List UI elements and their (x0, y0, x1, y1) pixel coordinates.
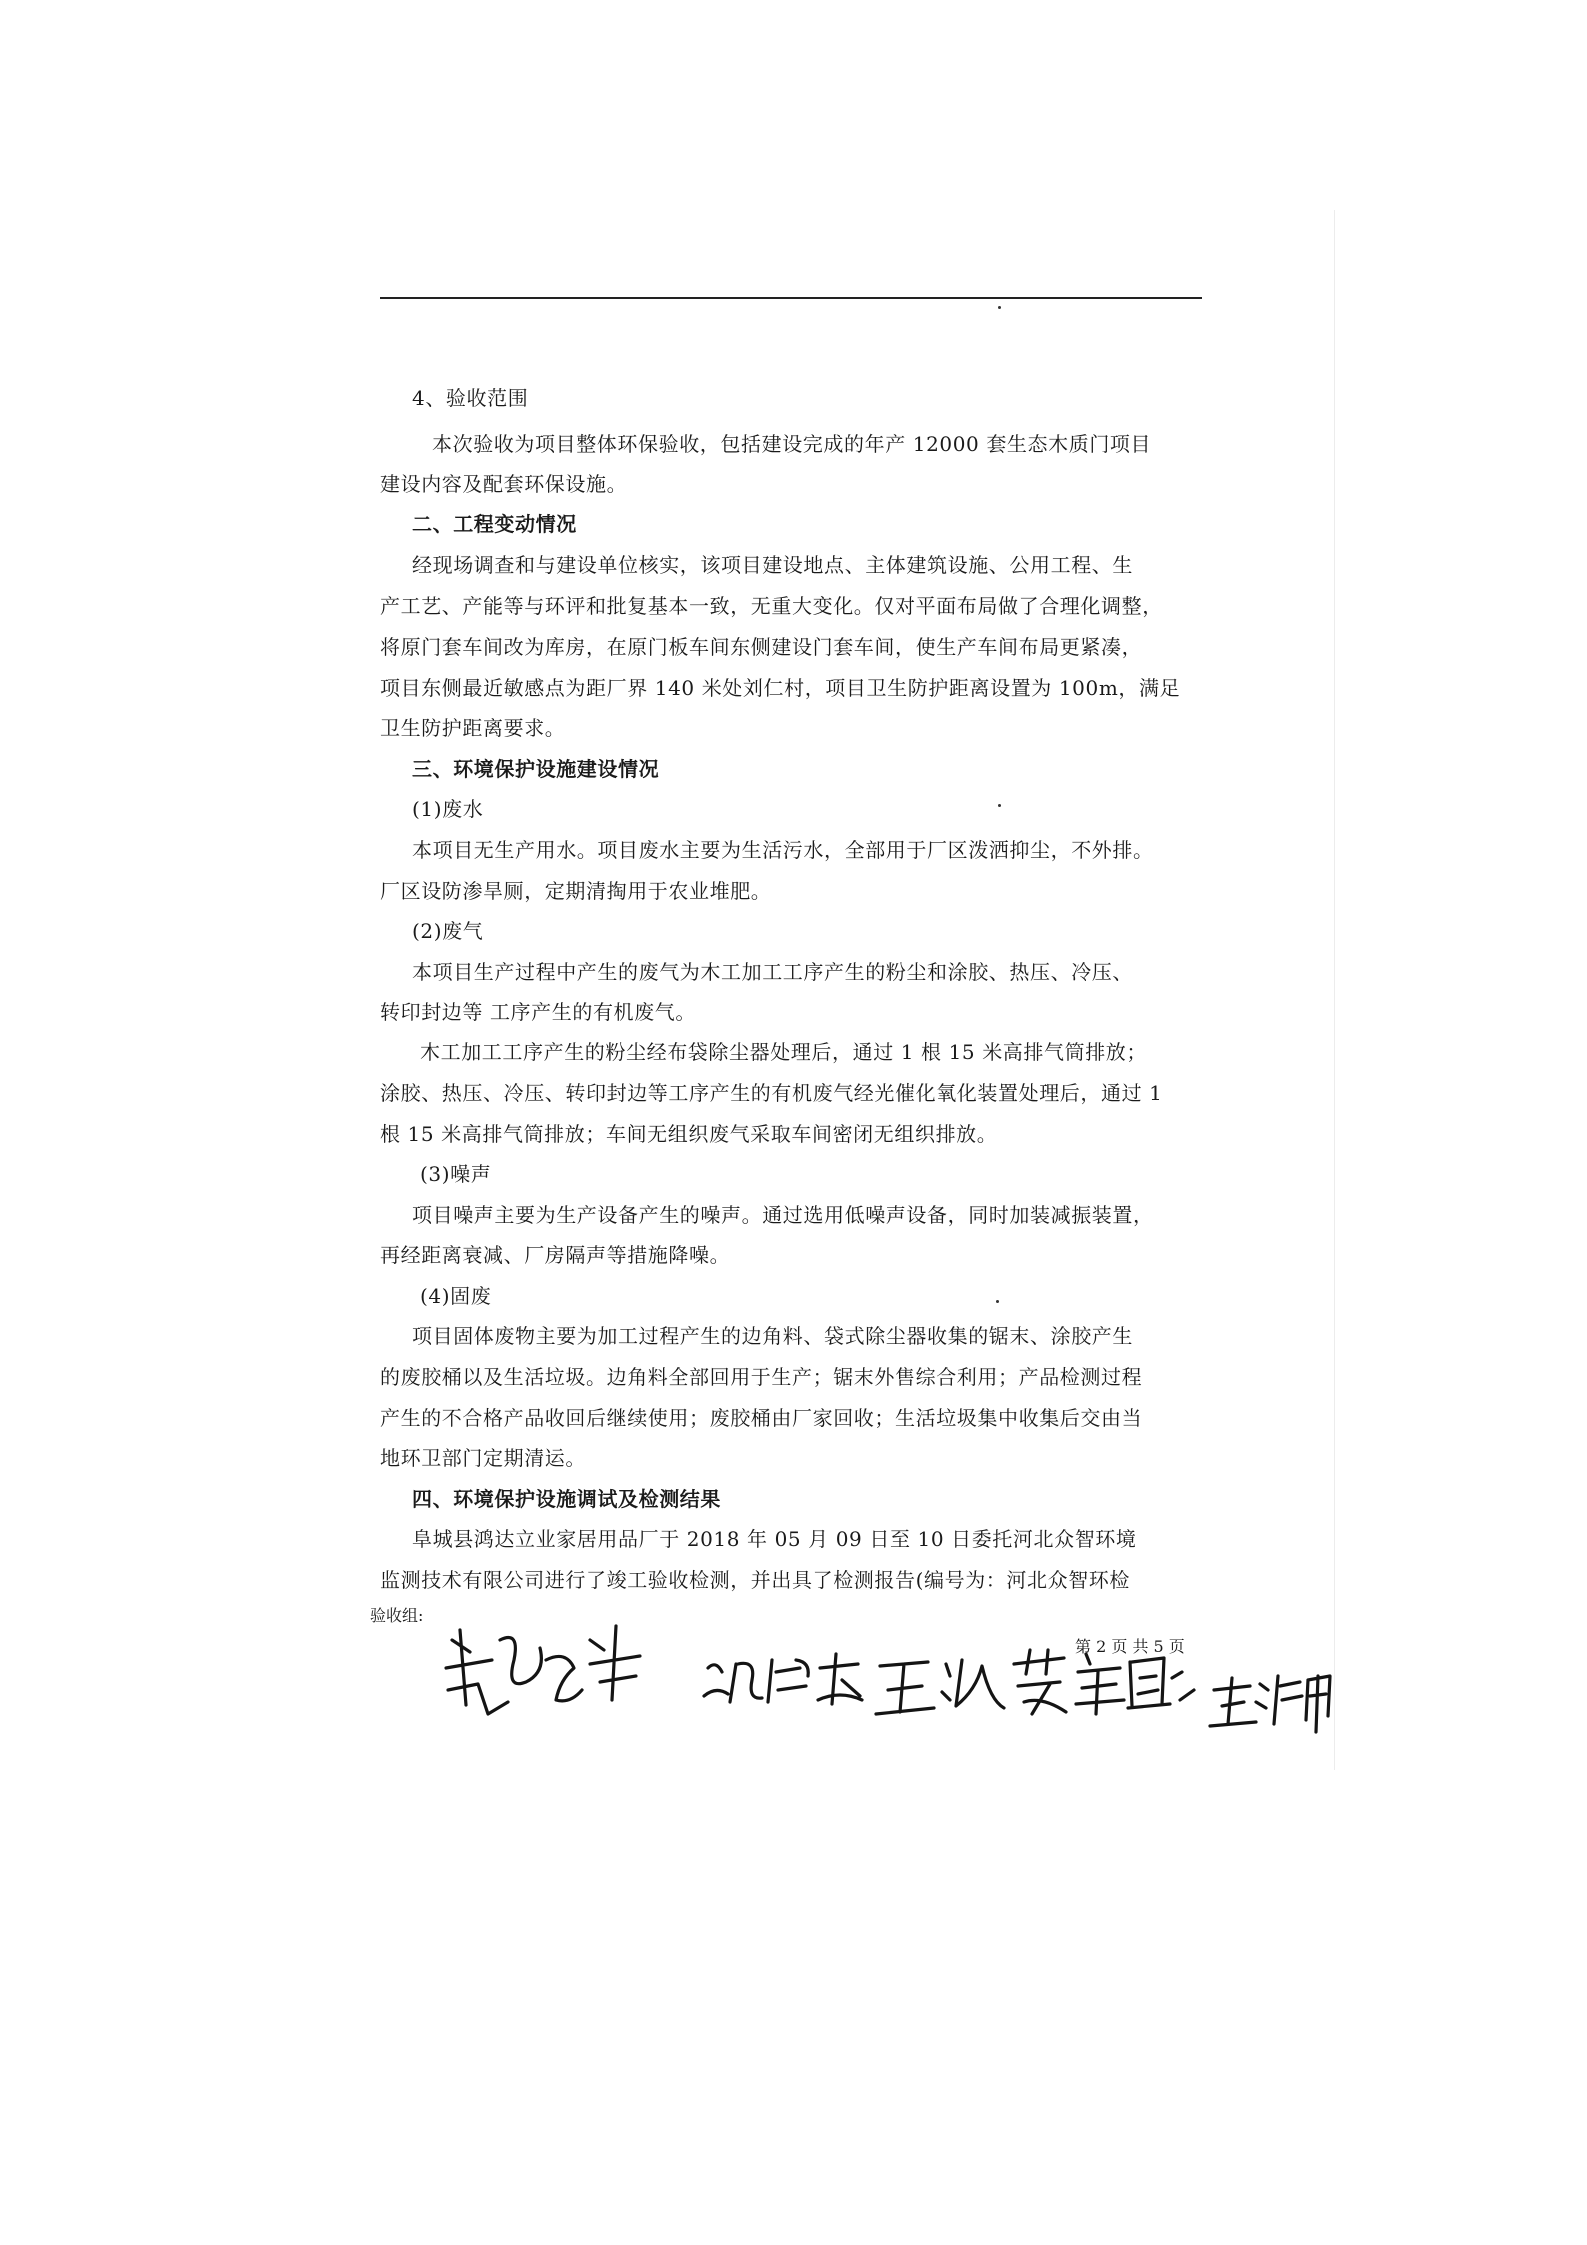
paragraph-line: 地环卫部门定期清运。 (380, 1446, 586, 1470)
paragraph-line: 转印封边等 工序产生的有机废气。 (380, 1000, 696, 1024)
paragraph-line: 厂区设防渗旱厕，定期清掏用于农业堆肥。 (380, 879, 772, 903)
signature-3 (876, 1650, 1066, 1714)
section-heading-2: 二、工程变动情况 (412, 512, 577, 536)
page-number: 第 2 页 共 5 页 (1075, 1637, 1185, 1656)
signature-4 (1076, 1654, 1194, 1714)
acceptance-group-label: 验收组: (370, 1606, 424, 1625)
paragraph-line: 项目固体废物主要为加工过程产生的边角料、袋式除尘器收集的锯末、涂胶产生 (412, 1324, 1133, 1348)
paragraph-line: 本项目生产过程中产生的废气为木工加工工序产生的粉尘和涂胶、热压、冷压、 (412, 960, 1133, 984)
paragraph-line: 经现场调查和与建设单位核实，该项目建设地点、主体建筑设施、公用工程、生 (412, 553, 1133, 577)
paragraph-line: 本次验收为项目整体环保验收，包括建设完成的年产 12000 套生态木质门项目 (432, 432, 1152, 456)
section-heading-4: 四、环境保护设施调试及检测结果 (412, 1487, 721, 1511)
paragraph-line: 根 15 米高排气筒排放；车间无组织废气采取车间密闭无组织排放。 (380, 1122, 998, 1146)
paragraph-line: 的废胶桶以及生活垃圾。边角料全部回用于生产；锯末外售综合利用；产品检测过程 (380, 1365, 1143, 1389)
signature-1 (446, 1626, 640, 1714)
paragraph-line: 项目噪声主要为生产设备产生的噪声。通过选用低噪声设备，同时加装减振装置， (412, 1203, 1154, 1227)
subsection-heading: (1)废水 (412, 797, 484, 821)
subsection-heading: (4)固废 (420, 1284, 492, 1308)
paragraph-line: 再经距离衰减、厂房隔声等措施降噪。 (380, 1243, 731, 1267)
signature-5 (1210, 1676, 1330, 1732)
subsection-heading: (3)噪声 (420, 1162, 492, 1186)
paragraph-line: 建设内容及配套环保设施。 (380, 472, 628, 496)
paragraph-line: 卫生防护距离要求。 (380, 716, 566, 740)
paragraph-line: 涂胶、热压、冷压、转印封边等工序产生的有机废气经光催化氧化装置处理后，通过 1 (380, 1081, 1163, 1105)
paragraph-line: 项目东侧最近敏感点为距厂界 140 米处刘仁村，项目卫生防护距离设置为 100m，满足 (380, 676, 1181, 700)
subsection-heading: (2)废气 (412, 919, 484, 943)
paragraph-line: 将原门套车间改为库房，在原门板车间东侧建设门套车间，使生产车间布局更紧凑， (380, 635, 1143, 659)
paragraph-line: 产生的不合格产品收回后继续使用；废胶桶由厂家回收；生活垃圾集中收集后交由当 (380, 1406, 1143, 1430)
paragraph-line: 本项目无生产用水。项目废水主要为生活污水，全部用于厂区泼洒抑尘，不外排。 (412, 838, 1154, 862)
paragraph-line: 阜城县鸿达立业家居用品厂于 2018 年 05 月 09 日至 10 日委托河北众智环境 (412, 1527, 1137, 1551)
paragraph-line: 监测技术有限公司进行了竣工验收检测，并出具了检测报告(编号为：河北众智环检 (380, 1568, 1131, 1592)
signature-2 (704, 1654, 862, 1704)
paragraph-line: 木工加工工序产生的粉尘经布袋除尘器处理后，通过 1 根 15 米高排气筒排放； (420, 1040, 1148, 1064)
section-heading-3: 三、环境保护设施建设情况 (412, 757, 660, 781)
paragraph-line: 产工艺、产能等与环评和批复基本一致，无重大变化。仅对平面布局做了合理化调整， (380, 594, 1163, 618)
section-4-heading: 4、验收范围 (412, 386, 529, 410)
